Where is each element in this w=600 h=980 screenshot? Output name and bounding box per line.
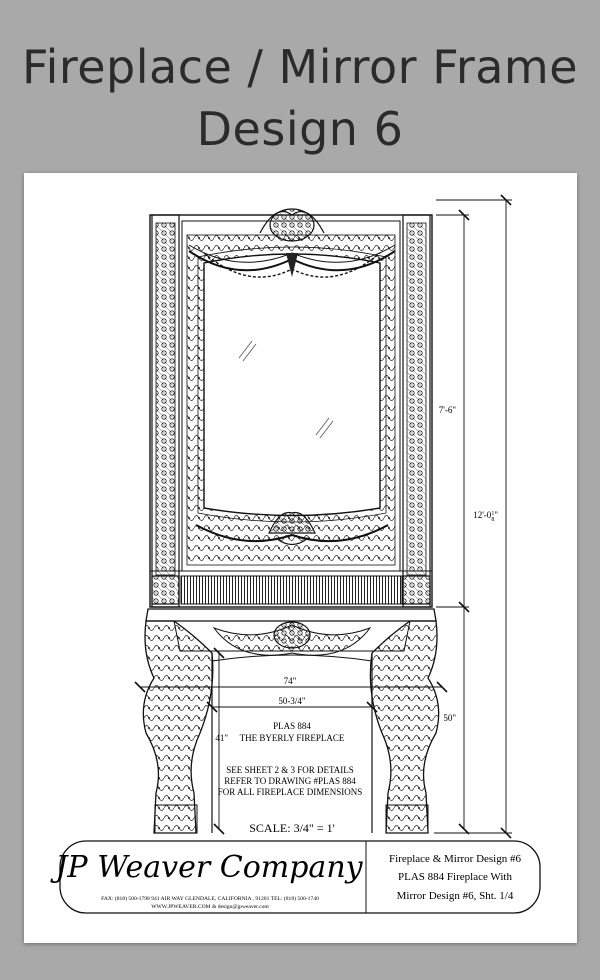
drawing-sheet <box>24 173 577 943</box>
dim-total-height: $12'-0^1$ 8" <box>473 510 498 523</box>
drawing-desc-line2: PLAS 884 Fireplace With <box>398 871 512 883</box>
title-block <box>49 841 540 913</box>
scale-label: SCALE: 3/4" = 1' <box>249 821 335 835</box>
dim-overall-width: 74" <box>283 676 297 686</box>
company-web: WWW.JPWEAVER.COM & design@jpweaver.com <box>151 904 269 910</box>
company-name: JP Weaver Company <box>55 850 363 885</box>
dim-opening-height: 41" <box>215 733 228 743</box>
note-line-1: SEE SHEET 2 & 3 FOR DETAILS <box>226 765 354 775</box>
dim-mirror-height: 7'-6" <box>438 405 456 415</box>
fireplace-mirror-drawing <box>24 173 577 943</box>
page-title-line2: Design 6 <box>196 102 404 156</box>
dim-opening-width: 50-3/4" <box>278 696 306 706</box>
drawing-desc-line3: Mirror Design #6, Sht. 1/4 <box>396 890 514 902</box>
mirror-glass <box>204 254 380 516</box>
company-address: FAX: (818) 500-1798 941 AIR WAY GLENDALE, CALIFORNIA , 91201 TEL: (818) 500-1740 <box>101 896 319 902</box>
mirror-frame <box>150 209 432 607</box>
right-leg <box>370 621 438 833</box>
note-line-2: REFER TO DRAWING #PLAS 884 <box>224 776 356 786</box>
dim-fireplace-height: 50" <box>443 713 456 723</box>
drawing-desc-line1: Fireplace & Mirror Design #6 <box>389 853 521 865</box>
left-leg <box>143 621 212 833</box>
label-fireplace-name: THE BYERLY FIREPLACE <box>239 733 345 743</box>
note-line-3: FOR ALL FIREPLACE DIMENSIONS <box>217 787 363 797</box>
label-plas: PLAS 884 <box>273 721 311 731</box>
page-title-line1: Fireplace / Mirror Frame <box>21 40 579 94</box>
